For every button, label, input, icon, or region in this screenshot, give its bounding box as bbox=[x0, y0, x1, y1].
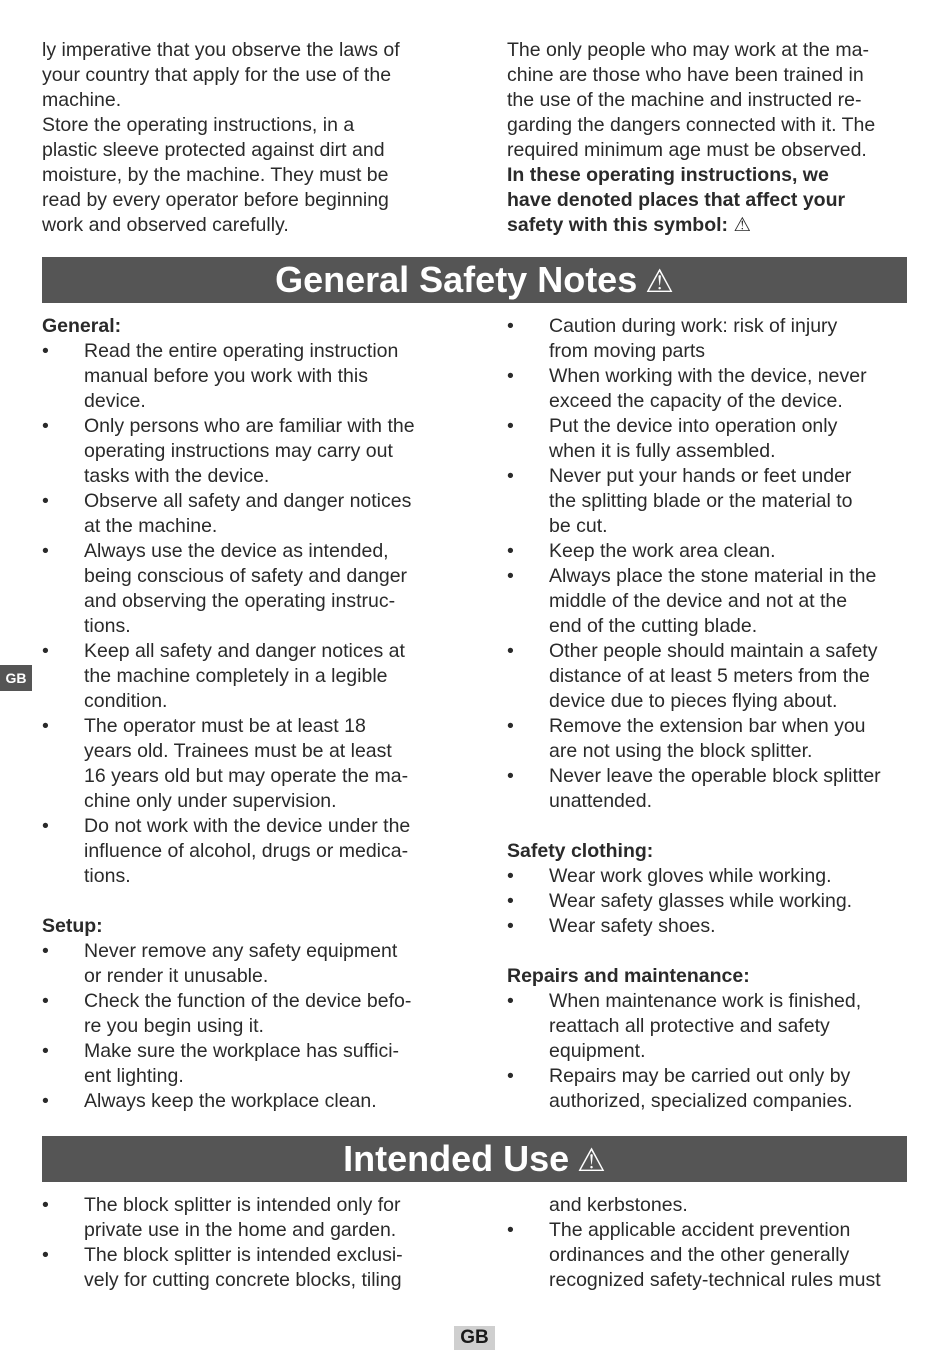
list-item: • Only persons who are familiar with the operating instructions may carry out tasks with the device. bbox=[42, 415, 415, 487]
intended-left-column bbox=[42, 1193, 462, 1293]
bullet-icon: • bbox=[42, 415, 49, 437]
list-item: • Make sure the workplace has suffici- ent lighting. bbox=[42, 1040, 400, 1087]
warning-icon: ⚠ bbox=[577, 1142, 606, 1178]
list-item: • Wear safety shoes. bbox=[507, 915, 716, 937]
clothing-heading: Safety clothing: bbox=[507, 840, 654, 862]
list-item: • Always place the stone material in the middle of the device and not at the end of the cutting blade. bbox=[507, 565, 877, 637]
safety-left-column bbox=[42, 314, 462, 1114]
safety-banner-title: General Safety Notes bbox=[275, 259, 638, 300]
bullet-icon: • bbox=[507, 990, 514, 1012]
list-item: • The block splitter is intended only for private use in the home and garden. bbox=[42, 1194, 401, 1241]
intro-right bbox=[507, 38, 917, 238]
intended-right-list bbox=[507, 1218, 927, 1293]
list-item: • Do not work with the device under the influence of alcohol, drugs or medica- tions. bbox=[42, 815, 411, 887]
bullet-icon: • bbox=[42, 490, 49, 512]
list-item: • Repairs may be carried out only by authorized, specialized companies. bbox=[507, 1065, 853, 1112]
bullet-icon: • bbox=[507, 1219, 514, 1241]
list-item: • Never remove any safety equipment or render it unusable. bbox=[42, 940, 398, 987]
bullet-icon: • bbox=[42, 1244, 49, 1266]
list-item: • Remove the extension bar when you are not using the block splitter. bbox=[507, 715, 866, 762]
intro-left bbox=[42, 38, 462, 238]
bullet-icon: • bbox=[507, 765, 514, 787]
bullet-icon: • bbox=[507, 865, 514, 887]
list-item: • Read the entire operating instruction manual before you work with this device. bbox=[42, 340, 399, 412]
intro-right-bold: In these operating instructions, we have denoted places that affect your safety with this symbol: ⚠ bbox=[507, 164, 846, 236]
list-item: • When maintenance work is finished, reattach all protective and safety equipment. bbox=[507, 990, 862, 1062]
list-item: • Check the function of the device befo- re you begin using it. bbox=[42, 990, 412, 1037]
work-list bbox=[507, 314, 927, 814]
bullet-icon: • bbox=[42, 1090, 49, 1112]
list-item: • The block splitter is intended exclusi- vely for cutting concrete blocks, tiling bbox=[42, 1244, 403, 1291]
list-item: • Never leave the operable block splitter unattended. bbox=[507, 765, 881, 812]
bullet-icon: • bbox=[42, 815, 49, 837]
bullet-icon: • bbox=[42, 715, 49, 737]
bullet-icon: • bbox=[507, 1065, 514, 1087]
intro-right-text: The only people who may work at the ma- chine are those who have been trained in the use of the machine and instructed re- garding the dangers connected with it. The required minimum age must be observed. bbox=[507, 39, 876, 161]
list-item: • Keep the work area clean. bbox=[507, 540, 776, 562]
general-heading: General: bbox=[42, 315, 122, 337]
list-item: • Always keep the workplace clean. bbox=[42, 1090, 377, 1112]
bullet-icon: • bbox=[507, 915, 514, 937]
setup-heading: Setup: bbox=[42, 915, 103, 937]
list-item: • Wear safety glasses while working. bbox=[507, 890, 853, 912]
list-item: • Observe all safety and danger notices at the machine. bbox=[42, 490, 412, 537]
general-list bbox=[42, 339, 462, 889]
bullet-icon: • bbox=[507, 365, 514, 387]
list-item: • When working with the device, never exceed the capacity of the device. bbox=[507, 365, 867, 412]
list-item: • Always use the device as intended, being conscious of safety and danger and observing the operating instruc- tions. bbox=[42, 540, 408, 637]
bullet-icon: • bbox=[507, 465, 514, 487]
intended-banner-title: Intended Use bbox=[343, 1138, 570, 1179]
bullet-icon: • bbox=[42, 990, 49, 1012]
bullet-icon: • bbox=[42, 340, 49, 362]
bullet-icon: • bbox=[507, 540, 514, 562]
list-item: • Never put your hands or feet under the splitting blade or the material to be cut. bbox=[507, 465, 853, 537]
bullet-icon: • bbox=[507, 640, 514, 662]
intended-right-column bbox=[507, 1193, 927, 1293]
bullet-icon: • bbox=[42, 940, 49, 962]
safety-banner bbox=[42, 257, 907, 303]
intended-banner bbox=[42, 1136, 907, 1182]
list-item: • Put the device into operation only when it is fully assembled. bbox=[507, 415, 838, 462]
repairs-heading: Repairs and maintenance: bbox=[507, 965, 750, 987]
bullet-icon: • bbox=[42, 1194, 49, 1216]
list-item: • Other people should maintain a safety distance of at least 5 meters from the device due to pieces flying about. bbox=[507, 640, 878, 712]
warning-icon: ⚠ bbox=[645, 263, 674, 299]
bullet-icon: • bbox=[42, 640, 49, 662]
bullet-icon: • bbox=[507, 315, 514, 337]
bullet-icon: • bbox=[507, 565, 514, 587]
bullet-icon: • bbox=[42, 1040, 49, 1062]
list-item: • Keep all safety and danger notices at the machine completely in a legible condition. bbox=[42, 640, 405, 712]
repairs-list bbox=[507, 989, 927, 1114]
intended-left-list bbox=[42, 1193, 462, 1293]
page-language-tag: GB bbox=[454, 1326, 495, 1350]
bullet-icon: • bbox=[507, 890, 514, 912]
list-item: • Caution during work: risk of injury from moving parts bbox=[507, 315, 838, 362]
safety-right-column bbox=[507, 314, 927, 1114]
setup-list bbox=[42, 939, 462, 1114]
bullet-icon: • bbox=[42, 540, 49, 562]
intended-continuation: and kerbstones. bbox=[549, 1194, 688, 1216]
intro-left-text: ly imperative that you observe the laws of your country that apply for the use of the machine. Store the operating instructions, in a plastic sleeve protected against dirt and moisture, by the machine. They must be read by every operator before beginning work and observed carefully. bbox=[42, 39, 400, 236]
bullet-icon: • bbox=[507, 715, 514, 737]
list-item: • Wear work gloves while working. bbox=[507, 865, 832, 887]
bullet-icon: • bbox=[507, 415, 514, 437]
language-side-tab: GB bbox=[0, 665, 32, 691]
clothing-list bbox=[507, 864, 927, 939]
list-item: • The applicable accident prevention ordinances and the other generally recognized safety-technical rules must bbox=[507, 1219, 881, 1291]
list-item: • The operator must be at least 18 years old. Trainees must be at least 16 years old but may operate the ma- chine only under supervision. bbox=[42, 715, 409, 812]
